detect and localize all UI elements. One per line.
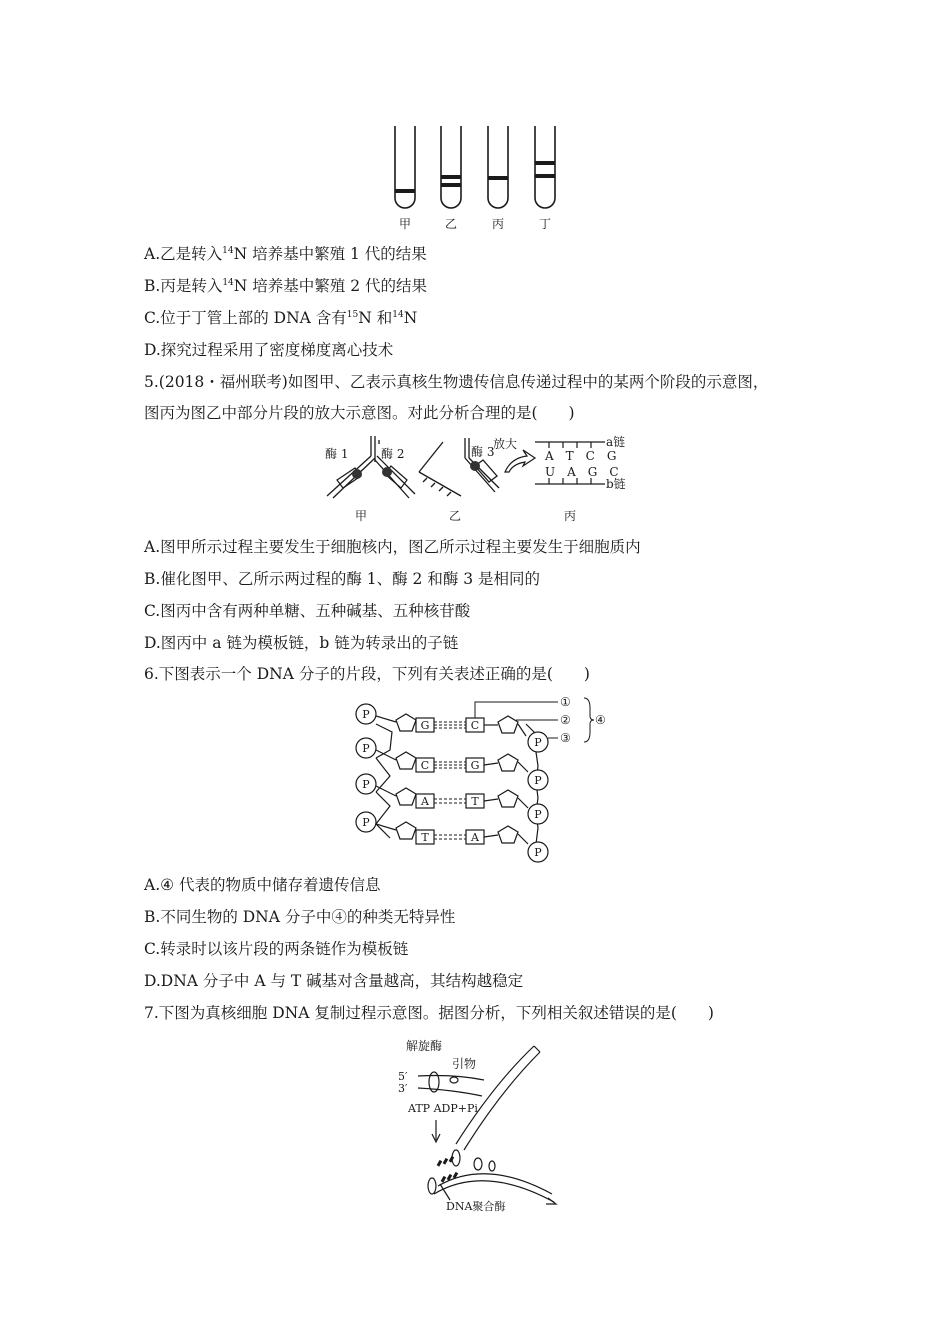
q4-option-d: D.探究过程采用了密度梯度离心技术: [144, 341, 394, 359]
enzyme2-dot: [382, 467, 392, 477]
q5-stem-cont: 图丙为图乙中部分片段的放大示意图。对此分析合理的是( ): [144, 404, 575, 422]
atp-label: ATP ADP+Pi: [408, 1102, 478, 1115]
mark-4: ④: [595, 713, 606, 727]
dna-replication-figure: [394, 1034, 574, 1214]
figure-label-jia: 甲: [354, 509, 368, 523]
mark-1: ①: [560, 695, 571, 709]
base-right: G: [470, 759, 480, 772]
enzyme3-label: 酶 3: [471, 445, 495, 459]
three-prime-label: 3′: [398, 1082, 408, 1095]
q5-option-d: D.图丙中 a 链为模板链，b 链为转录出的子链: [144, 634, 459, 652]
q6-stem: 6.下图表示一个 DNA 分子的片段，下列有关表述正确的是( ): [144, 665, 590, 683]
sugar-right: [498, 826, 518, 843]
phosphate: P: [534, 808, 542, 821]
q4-option-c: C.位于丁管上部的 DNA 含有$^{15}$N 和$^{14}$N: [144, 309, 418, 327]
mark-2: ②: [560, 713, 571, 727]
q4-option-b: B.丙是转入$^{14}$N 培养基中繁殖 2 代的结果: [144, 277, 427, 295]
bottom-bases: U A G C: [545, 465, 619, 479]
enzyme2-label: 酶 2: [381, 447, 405, 461]
band-ding-1: [535, 161, 555, 165]
tube-label: 甲: [398, 217, 412, 231]
figure-label-bing: 丙: [563, 509, 577, 523]
top-bases: A T C G: [545, 449, 617, 463]
phosphate: P: [362, 778, 370, 791]
dna-fragment-figure: [348, 694, 608, 866]
phosphate: P: [534, 736, 542, 749]
sugar-left: [396, 752, 416, 769]
figure-label-yi: 乙: [448, 509, 462, 523]
enzyme3-dot: [470, 461, 480, 471]
sugar-left: [396, 714, 416, 731]
band-ding-2: [535, 174, 555, 178]
sugar-right: [498, 790, 518, 807]
phosphate: P: [534, 846, 542, 859]
tube-yi: [441, 126, 461, 208]
sugar-right: [498, 754, 518, 771]
q5-option-c: C.图丙中含有两种单糖、五种碱基、五种核苷酸: [144, 602, 471, 620]
helicase-label: 解旋酶: [406, 1039, 443, 1053]
primer-label: 引物: [452, 1057, 477, 1071]
enzyme1-dot: [352, 469, 362, 479]
five-prime-label: 5′: [398, 1070, 408, 1083]
tube-label: 丁: [538, 217, 552, 231]
base-right: A: [471, 831, 479, 844]
tube-label: 丙: [491, 217, 505, 231]
sugar-left: [396, 788, 416, 805]
transcription-figure: [315, 432, 635, 528]
polymerase-label: DNA聚合酶: [446, 1200, 506, 1213]
q6-option-b: B.不同生物的 DNA 分子中④的种类无特异性: [144, 908, 456, 926]
band-jia-heavy: [395, 189, 415, 193]
tube-ding: [535, 126, 555, 208]
enzyme1-label: 酶 1: [325, 447, 349, 461]
band-yi-2: [441, 183, 461, 187]
base-left: T: [421, 831, 429, 844]
b-chain-label: b链: [606, 477, 626, 491]
base-right: T: [471, 795, 479, 808]
tube-bing: [488, 126, 508, 208]
base-right: C: [470, 719, 480, 732]
centrifuge-tubes-figure: [385, 120, 565, 235]
q7-stem: 7.下图为真核细胞 DNA 复制过程示意图。据图分析，下列相关叙述错误的是( ): [144, 1004, 714, 1022]
phosphate: P: [362, 742, 370, 755]
base-left: A: [421, 795, 429, 808]
magnify-label: 放大: [493, 437, 518, 451]
a-chain-label: a链: [606, 435, 626, 449]
phosphate: P: [362, 708, 370, 721]
q5-stem: 5.(2018・福州联考)如图甲、乙表示真核生物遗传信息传递过程中的某两个阶段的示意图，: [144, 373, 769, 391]
q5-option-b: B.催化图甲、乙所示两过程的酶 1、酶 2 和酶 3 是相同的: [144, 570, 541, 588]
band-yi-1: [441, 175, 461, 179]
q5-option-a: A.图甲所示过程主要发生于细胞核内，图乙所示过程主要发生于细胞质内: [144, 538, 641, 556]
q6-option-a: A.④ 代表的物质中储存着遗传信息: [144, 876, 381, 894]
magnify-arrow-icon: [505, 450, 535, 472]
mark-3: ③: [560, 731, 571, 745]
sugar-right: [498, 716, 518, 733]
q6-option-c: C.转录时以该片段的两条链作为模板链: [144, 940, 409, 958]
base-left: G: [420, 719, 430, 732]
band-bing: [488, 176, 508, 180]
base-left: C: [420, 759, 430, 772]
sugar-left: [396, 822, 416, 839]
phosphate: P: [362, 816, 370, 829]
q4-option-a: A.乙是转入$^{14}$N 培养基中繁殖 1 代的结果: [144, 245, 427, 263]
tube-jia: [395, 126, 415, 208]
phosphate: P: [534, 774, 542, 787]
q6-option-d: D.DNA 分子中 A 与 T 碱基对含量越高，其结构越稳定: [144, 972, 524, 990]
tube-label: 乙: [444, 217, 458, 231]
